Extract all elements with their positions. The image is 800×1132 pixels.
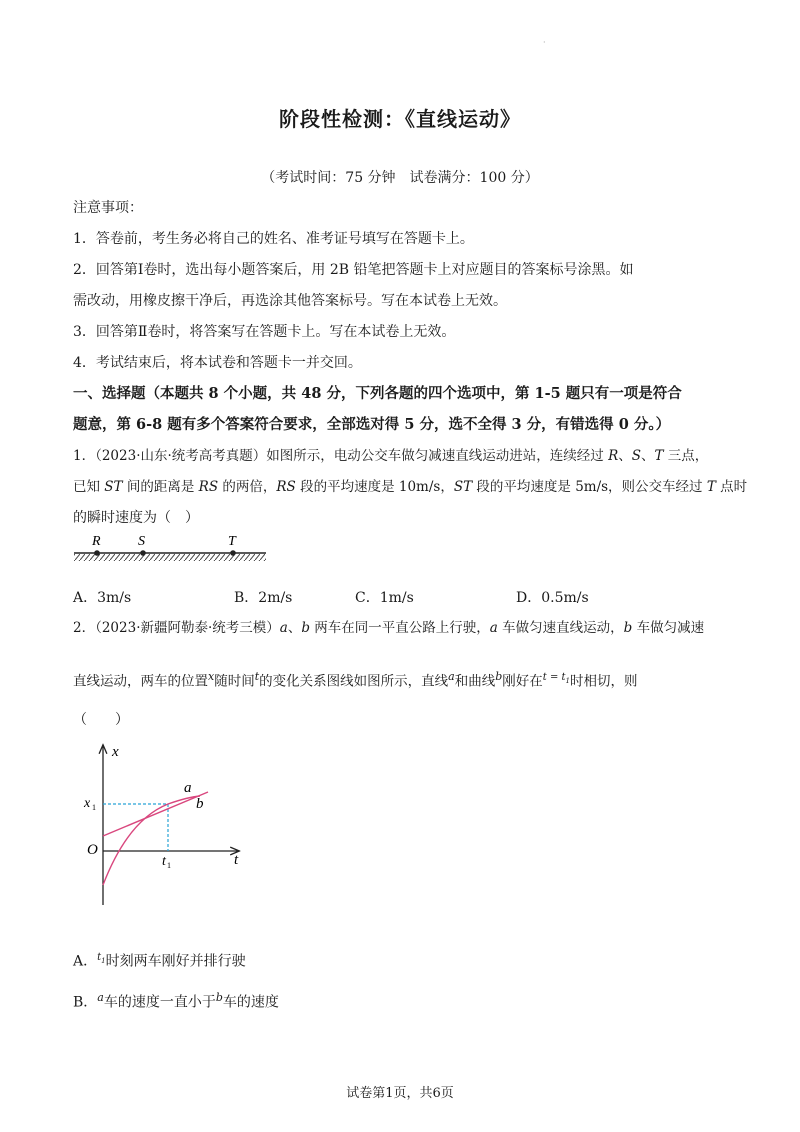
q2-option-a bbox=[73, 948, 246, 972]
q1-var: T bbox=[654, 448, 664, 464]
q2-text: 随时间 bbox=[214, 673, 255, 690]
q2-line3: （ ） bbox=[73, 712, 129, 728]
q2-var: b bbox=[215, 991, 223, 1004]
option-letter: B． bbox=[73, 994, 98, 1011]
label-r: R bbox=[92, 534, 101, 549]
q1-var: R bbox=[608, 448, 619, 464]
option-text: 车的速度 bbox=[222, 994, 279, 1011]
q2-text: 直线运动，两车的位置 bbox=[73, 673, 208, 690]
q1-text: 、 bbox=[618, 448, 632, 464]
q2-var: b bbox=[623, 620, 633, 636]
line-a bbox=[103, 792, 208, 836]
q2-option-b bbox=[73, 988, 279, 1013]
q2-var: x bbox=[208, 670, 215, 683]
q2-text: 的变化关系图线如图所示，直线 bbox=[259, 673, 449, 690]
q1-option-c: C．1m/s bbox=[355, 590, 414, 606]
q2-var: b bbox=[301, 620, 310, 636]
label-t: T bbox=[228, 534, 236, 549]
q2-var: a bbox=[448, 670, 455, 683]
q2-line2 bbox=[73, 667, 638, 692]
exam-info: （考试时间：75 分钟 试卷满分：100 分） bbox=[261, 170, 539, 186]
q1-text: 间的距离是 bbox=[122, 479, 199, 495]
q2-var: a bbox=[279, 620, 288, 636]
q1-text: 的两倍， bbox=[218, 479, 277, 495]
t1-subscript: 1 bbox=[167, 861, 171, 870]
q1-line3: 的瞬时速度为（ ） bbox=[73, 510, 199, 526]
q1-var: RS bbox=[198, 479, 219, 495]
q1-text: 点时 bbox=[715, 479, 748, 495]
q2-var: t bbox=[254, 670, 260, 683]
option-text: 车的速度一直小于 bbox=[103, 994, 216, 1011]
q1-text: 、 bbox=[641, 448, 655, 464]
q2-text: 时相切，则 bbox=[570, 673, 638, 690]
point-s bbox=[140, 550, 146, 556]
q2-var: a bbox=[97, 991, 104, 1004]
q1-road-diagram bbox=[70, 530, 270, 572]
section-heading-line2: 题意，第 6-8 题有多个答案符合要求，全部选对得 5 分，选不全得 3 分，有错选得 0 分。） bbox=[73, 416, 671, 433]
road-hatch bbox=[74, 554, 266, 561]
q2-text: 车做匀速直线运动， bbox=[497, 620, 624, 636]
q2-var: t = t bbox=[542, 672, 566, 683]
page-title: 阶段性检测：《直线运动》 bbox=[279, 107, 521, 131]
section-heading-line1: 一、选择题（本题共 8 个小题，共 48 分，下列各题的四个选项中，第 1-5 题只有一项是符合 bbox=[73, 385, 682, 402]
q1-text: 已知 bbox=[73, 479, 105, 495]
q1-option-b: B．2m/s bbox=[234, 590, 293, 606]
q1-text: 段的平均速度是 5m/s，则公交车经过 bbox=[472, 479, 707, 495]
q1-var: ST bbox=[104, 479, 123, 495]
header-mark: · bbox=[543, 38, 546, 47]
q2-text: 车做匀减速 bbox=[632, 620, 705, 636]
notice-item-2: 2．回答第Ⅰ卷时，选出每小题答案后，用 2B 铅笔把答题卡上对应题目的答案标号涂黑。如 bbox=[73, 262, 634, 278]
x1-label: x bbox=[84, 796, 91, 811]
curve-b bbox=[103, 796, 200, 885]
q1-var: S bbox=[631, 448, 641, 464]
q1-text: 段的平均速度是 10m/s， bbox=[295, 479, 454, 495]
q2-var: a bbox=[489, 620, 498, 636]
origin-label: O bbox=[87, 842, 98, 858]
point-r bbox=[94, 550, 100, 556]
q2-subscript: 1 bbox=[101, 957, 106, 965]
notice-item-1: 1．答卷前，考生务必将自己的姓名、准考证号填写在答题卡上。 bbox=[73, 231, 474, 247]
notice-item-3: 3．回答第Ⅱ卷时，将答案写在答题卡上。写在本试卷上无效。 bbox=[73, 324, 456, 340]
q2-subscript: 1 bbox=[565, 677, 570, 685]
point-t bbox=[230, 550, 236, 556]
q2-text: 、 bbox=[287, 620, 302, 636]
option-text: 时刻两车刚好并排行驶 bbox=[105, 953, 246, 970]
q1-text: 三点， bbox=[663, 448, 709, 464]
q2-var: t bbox=[97, 952, 102, 963]
t1-label: t bbox=[162, 854, 166, 869]
q1-option-a: A．3m/s bbox=[73, 590, 132, 606]
q2-text: 刚好在 bbox=[502, 673, 543, 690]
x-axis-label: t bbox=[234, 852, 239, 868]
q1-var: T bbox=[706, 479, 716, 495]
notice-heading: 注意事项： bbox=[73, 200, 143, 216]
label-s: S bbox=[138, 534, 145, 549]
q1-var: RS bbox=[276, 479, 296, 495]
q2-text: 2．（2023·新疆阿勒泰·统考三模） bbox=[73, 620, 280, 636]
q2-text: 和曲线 bbox=[454, 673, 496, 690]
notice-item-4: 4．考试结束后，将本试卷和答题卡一并交回。 bbox=[73, 355, 362, 371]
q1-var: ST bbox=[453, 479, 473, 495]
q2-xt-graph bbox=[70, 740, 270, 915]
y-axis-label: x bbox=[112, 744, 119, 760]
notice-item-2-cont: 需改动，用橡皮擦干净后，再选涂其他答案标号。写在本试卷上无效。 bbox=[73, 293, 507, 309]
q2-text: 两车在同一平直公路上行驶， bbox=[310, 620, 490, 636]
option-letter: A． bbox=[73, 953, 98, 970]
line-a-label: a bbox=[184, 780, 192, 796]
q1-option-d: D．0.5m/s bbox=[516, 590, 589, 606]
x1-subscript: 1 bbox=[92, 803, 96, 812]
q1-text: 1．（2023·山东·统考高考真题）如图所示，电动公交车做匀减速直线运动进站，连续经过 bbox=[73, 448, 609, 464]
q1-line1 bbox=[73, 446, 708, 466]
curve-b-label: b bbox=[196, 796, 204, 812]
q2-line1 bbox=[73, 618, 704, 638]
page-footer: 试卷第1页，共6页 bbox=[346, 1086, 454, 1101]
q2-var: b bbox=[495, 670, 503, 683]
q1-line2 bbox=[73, 477, 747, 497]
